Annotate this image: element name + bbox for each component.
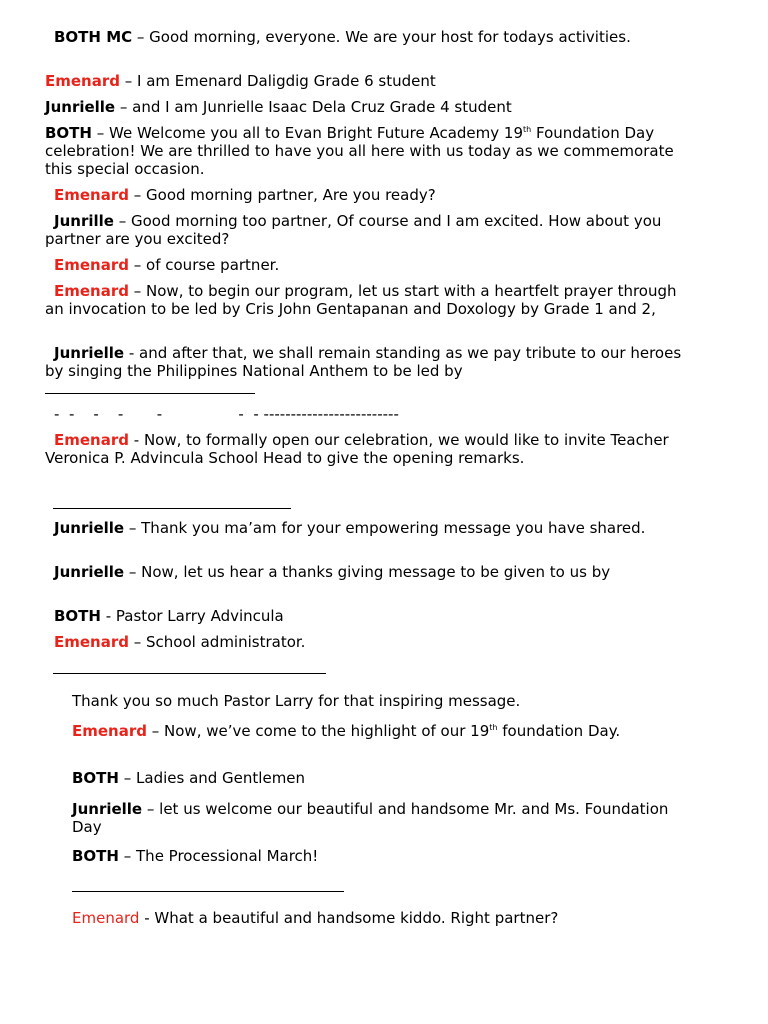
speaker-label: Junrielle [45, 98, 116, 116]
line-text: – Now, let us hear a thanks giving message to be given to us by [124, 563, 611, 581]
blank-line [72, 891, 344, 892]
speaker-label: Junrielle [54, 344, 125, 362]
line-emenard-invocation [45, 282, 685, 318]
line-text: – Good morning too partner, Of course and I am excited. How about you partner are you excited? [45, 212, 662, 248]
speaker-label: Emenard [54, 282, 129, 300]
line-text: – and I am Junrielle Isaac Dela Cruz Grade 4 student [115, 98, 512, 116]
speaker-label: Junrielle [54, 563, 125, 581]
line-text: – Good morning, everyone. We are your host for todays activities. [132, 28, 631, 46]
line-emenard-administrator [45, 633, 685, 651]
dash-text: - - - - - - - ------------------------- [54, 405, 399, 423]
speaker-label: BOTH [54, 607, 101, 625]
ordinal-suffix: th [523, 125, 532, 134]
line-text: – Now, to begin our program, let us start with a heartfelt prayer through an invocation to be led by Cris John Gentapanan and Doxology by Grade 1 and 2, [45, 282, 677, 318]
line-text: – Now, we’ve come to the highlight of our 19 [147, 722, 490, 740]
speaker-label: Emenard [72, 909, 140, 927]
line-text-cont: Foundation Day celebration! We are thrilled to have you all here with us today as we commemorate this special occasion. [45, 124, 674, 178]
line-both-pastor [45, 607, 685, 625]
line-emenard-intro [45, 72, 685, 90]
line-junrielle-intro [45, 98, 685, 116]
blank-line [53, 673, 326, 674]
speaker-label: Emenard [54, 186, 129, 204]
line-both-mc-greeting [45, 28, 685, 46]
line-text: - Pastor Larry Advincula [100, 607, 284, 625]
line-junrielle-welcome-mr-ms [72, 800, 692, 836]
speaker-label: BOTH [45, 124, 92, 142]
line-emenard-kiddo [72, 909, 692, 927]
speaker-label: Emenard [72, 722, 147, 740]
line-text-cont: foundation Day. [497, 722, 621, 740]
line-emenard-highlight [72, 722, 692, 740]
line-both-welcome [45, 124, 685, 178]
line-emenard-opening [45, 431, 685, 467]
line-text: – School administrator. [129, 633, 306, 651]
line-text: – Ladies and Gentlemen [118, 769, 306, 787]
line-both-ladies [72, 769, 692, 787]
line-text: – Thank you ma’am for your empowering message you have shared. [124, 519, 646, 537]
speaker-label: Emenard [54, 633, 129, 651]
ordinal-suffix: th [489, 723, 498, 732]
line-junrille-excited [45, 212, 685, 248]
speaker-label: Junrielle [54, 519, 125, 537]
line-thank-you-pastor [72, 692, 692, 710]
line-text: – Good morning partner, Are you ready? [129, 186, 436, 204]
speaker-label: Emenard [54, 256, 129, 274]
speaker-label: BOTH [72, 769, 119, 787]
line-emenard-of-course [45, 256, 685, 274]
speaker-label: Emenard [45, 72, 120, 90]
line-both-processional [72, 847, 692, 865]
speaker-label: BOTH [72, 847, 119, 865]
line-text: – We Welcome you all to Evan Bright Future Academy 19 [91, 124, 523, 142]
speaker-label: Junrielle [72, 800, 143, 818]
line-junrielle-anthem [45, 344, 685, 380]
line-text: - What a beautiful and handsome kiddo. Right partner? [139, 909, 559, 927]
line-junrielle-thank-you [45, 519, 685, 537]
line-text: – The Processional March! [118, 847, 319, 865]
line-junrielle-thanksgiving [45, 563, 685, 581]
line-emenard-ready [45, 186, 685, 204]
line-text: Thank you so much Pastor Larry for that inspiring message. [72, 692, 521, 710]
blank-line [45, 393, 255, 394]
speaker-label: Emenard [54, 431, 129, 449]
line-text: – of course partner. [129, 256, 280, 274]
line-text: - Now, to formally open our celebration, we would like to invite Teacher Veronica P. Advincula School Head to give the opening remarks. [45, 431, 669, 467]
line-text: – let us welcome our beautiful and handsome Mr. and Ms. Foundation Day [72, 800, 669, 836]
line-text: - and after that, we shall remain standing as we pay tribute to our heroes by singing the Philippines National Anthem to be led by [45, 344, 682, 380]
speaker-label: BOTH MC [54, 28, 133, 46]
dash-line [45, 405, 685, 423]
blank-line [53, 508, 291, 509]
line-text: – I am Emenard Daligdig Grade 6 student [120, 72, 436, 90]
speaker-label: Junrille [54, 212, 114, 230]
